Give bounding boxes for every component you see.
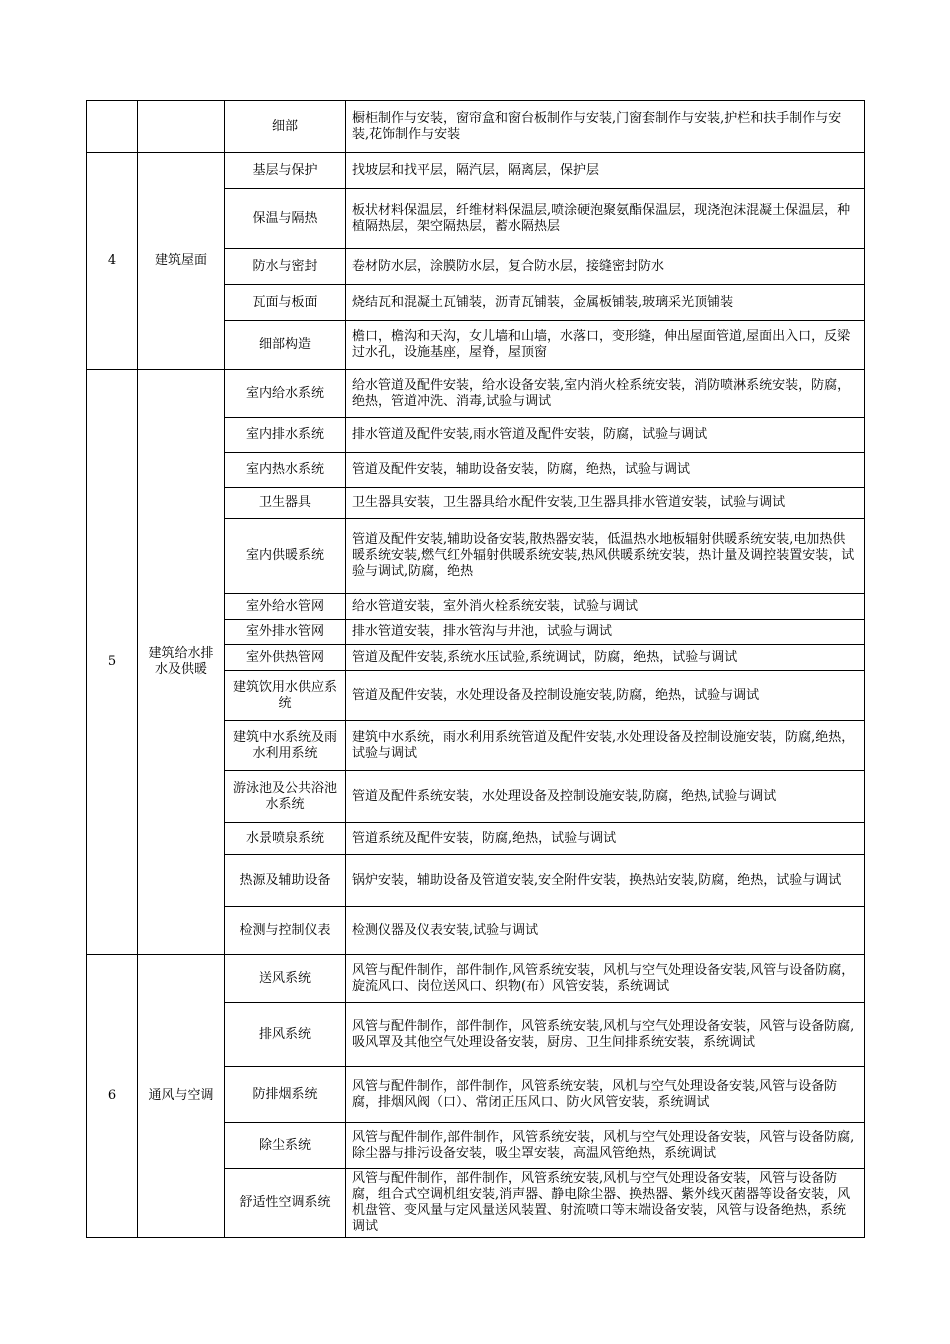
content-cell: 排水管道安装，排水管沟与井池，试验与调试 (346, 620, 865, 645)
sub-item-cell: 室外排水管网 (225, 620, 346, 645)
content-cell: 排水管道及配件安装,雨水管道及配件安装，防腐，试验与调试 (346, 418, 865, 453)
sub-item-cell: 室内排水系统 (225, 418, 346, 453)
sub-item-cell: 排风系统 (225, 1003, 346, 1067)
sub-item-cell: 室外给水管网 (225, 594, 346, 620)
item-no-cell (87, 101, 138, 153)
content-cell: 给水管道及配件安装，给水设备安装,室内消火栓系统安装，消防喷淋系统安装，防腐，绝热，管道冲洗、消毒,试验与调试 (346, 370, 865, 418)
sub-item-cell: 卫生器具 (225, 488, 346, 519)
content-cell: 卫生器具安装，卫生器具给水配件安装,卫生器具排水管道安装，试验与调试 (346, 488, 865, 519)
table-row (87, 153, 865, 189)
sub-item-cell: 防水与密封 (225, 249, 346, 285)
sub-item-cell: 室内热水系统 (225, 453, 346, 488)
item-no-cell: 6 (87, 955, 138, 1238)
content-cell: 管道及配件安装，辅助设备安装，防腐，绝热，试验与调试 (346, 453, 865, 488)
sub-item-cell: 游泳池及公共浴池水系统 (225, 771, 346, 823)
item-no-cell: 5 (87, 370, 138, 955)
sub-item-cell: 室内供暖系统 (225, 519, 346, 594)
content-cell: 橱柜制作与安装，窗帘盒和窗台板制作与安装,门窗套制作与安装,护栏和扶手制作与安装,花饰制作与安装 (346, 101, 865, 153)
table-row (87, 370, 865, 418)
content-cell: 给水管道安装，室外消火栓系统安装，试验与调试 (346, 594, 865, 620)
sub-item-cell: 细部构造 (225, 321, 346, 370)
content-cell: 风管与配件制作,部件制作，风管系统安装，风机与空气处理设备安装，风管与设备防腐,除尘器与排污设备安装，吸尘罩安装，高温风管绝热，系统调试 (346, 1123, 865, 1169)
construction-items-table (86, 100, 865, 1238)
item-name-cell: 建筑屋面 (138, 153, 225, 370)
sub-item-cell: 防排烟系统 (225, 1067, 346, 1123)
sub-item-cell: 室内给水系统 (225, 370, 346, 418)
content-cell: 烧结瓦和混凝土瓦铺装，沥青瓦铺装，金属板铺装,玻璃采光顶铺装 (346, 285, 865, 321)
sub-item-cell: 舒适性空调系统 (225, 1169, 346, 1238)
content-cell: 管道及配件安装，水处理设备及控制设施安装,防腐，绝热，试验与调试 (346, 671, 865, 721)
content-cell: 风管与配件制作，部件制作,风管系统安装，风机与空气处理设备安装,风管与设备防腐，旋流风口、岗位送风口、织物(布）风管安装，系统调试 (346, 955, 865, 1003)
sub-item-cell: 检测与控制仪表 (225, 907, 346, 955)
item-name-cell: 建筑给水排水及供暖 (138, 370, 225, 955)
content-cell: 檐口，檐沟和天沟，女儿墙和山墙，水落口，变形缝，伸出屋面管道,屋面出入口，反梁过水孔，设施基座，屋脊，屋顶窗 (346, 321, 865, 370)
item-name-cell (138, 101, 225, 153)
content-cell: 卷材防水层，涂膜防水层，复合防水层，接缝密封防水 (346, 249, 865, 285)
item-name-cell: 通风与空调 (138, 955, 225, 1238)
content-cell: 管道系统及配件安装，防腐,绝热，试验与调试 (346, 823, 865, 855)
sub-item-cell: 水景喷泉系统 (225, 823, 346, 855)
content-cell: 检测仪器及仪表安装,试验与调试 (346, 907, 865, 955)
sub-item-cell: 基层与保护 (225, 153, 346, 189)
item-no-cell: 4 (87, 153, 138, 370)
sub-item-cell: 热源及辅助设备 (225, 855, 346, 907)
content-cell: 管道及配件安装,系统水压试验,系统调试，防腐，绝热，试验与调试 (346, 645, 865, 671)
content-cell: 找坡层和找平层，隔汽层，隔离层，保护层 (346, 153, 865, 189)
sub-item-cell: 送风系统 (225, 955, 346, 1003)
sub-item-cell: 建筑饮用水供应系统 (225, 671, 346, 721)
sub-item-cell: 除尘系统 (225, 1123, 346, 1169)
content-cell: 风管与配件制作，部件制作，风管系统安装,风机与空气处理设备安装，风管与设备防腐,吸风罩及其他空气处理设备安装，厨房、卫生间排系统安装，系统调试 (346, 1003, 865, 1067)
content-cell: 风管与配件制作，部件制作，风管系统安装,风机与空气处理设备安装，风管与设备防腐，组合式空调机组安装,消声器、静电除尘器、换热器、紫外线灭菌器等设备安装，风机盘管、变风量与定风量送风装置、射流喷口等末端设备安装，风管与设备绝热，系统调试 (346, 1169, 865, 1238)
content-cell: 风管与配件制作，部件制作，风管系统安装，风机与空气处理设备安装,风管与设备防腐，排烟风阀（口）、常闭正压风口、防火风管安装，系统调试 (346, 1067, 865, 1123)
content-cell: 板状材料保温层，纤维材料保温层,喷涂硬泡聚氨酯保温层，现浇泡沫混凝土保温层，种植隔热层，架空隔热层，蓄水隔热层 (346, 189, 865, 249)
content-cell: 管道及配件系统安装，水处理设备及控制设施安装,防腐，绝热,试验与调试 (346, 771, 865, 823)
table-row (87, 101, 865, 153)
content-cell: 建筑中水系统，雨水利用系统管道及配件安装,水处理设备及控制设施安装，防腐,绝热，试验与调试 (346, 721, 865, 771)
sub-item-cell: 室外供热管网 (225, 645, 346, 671)
sub-item-cell: 建筑中水系统及雨水利用系统 (225, 721, 346, 771)
sub-item-cell: 保温与隔热 (225, 189, 346, 249)
table-row (87, 955, 865, 1003)
sub-item-cell: 瓦面与板面 (225, 285, 346, 321)
content-cell: 锅炉安装，辅助设备及管道安装,安全附件安装，换热站安装,防腐，绝热，试验与调试 (346, 855, 865, 907)
content-cell: 管道及配件安装,辅助设备安装,散热器安装，低温热水地板辐射供暖系统安装,电加热供暖系统安装,燃气红外辐射供暖系统安装,热风供暖系统安装，热计量及调控装置安装，试验与调试,防腐，绝热 (346, 519, 865, 594)
sub-item-cell: 细部 (225, 101, 346, 153)
